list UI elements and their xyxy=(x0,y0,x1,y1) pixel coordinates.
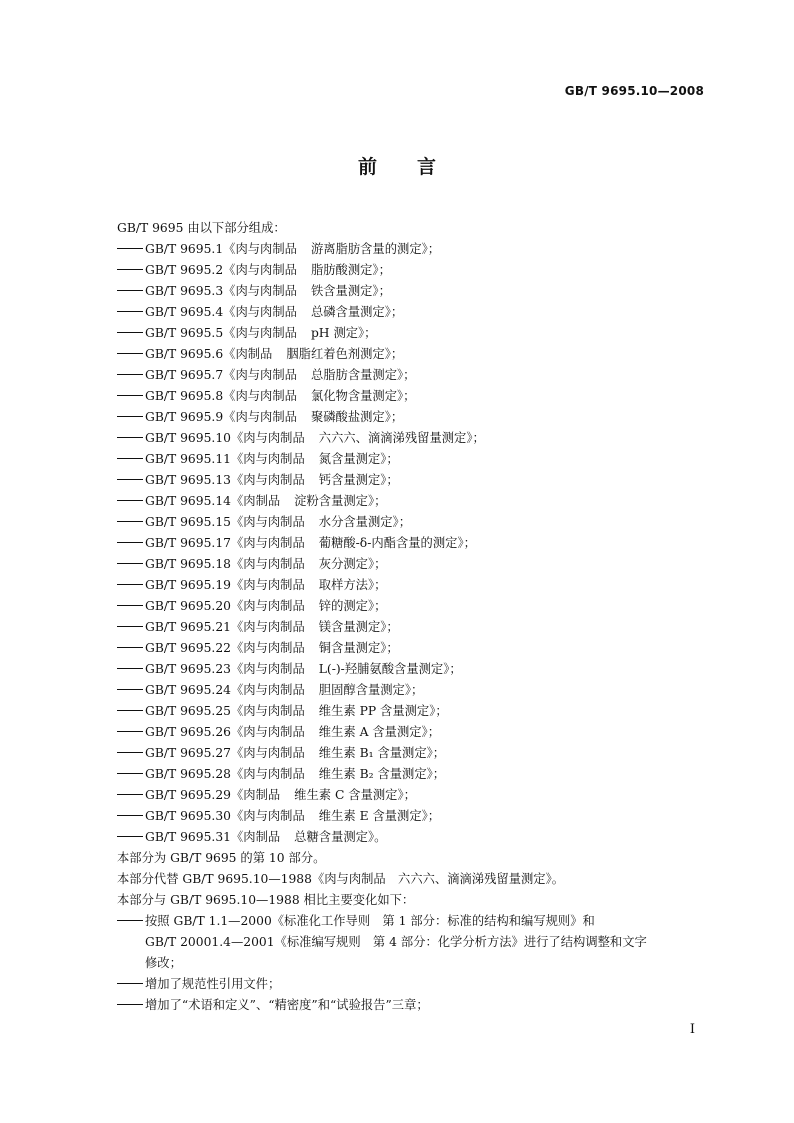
part-code: GB/T 9695.20 xyxy=(145,599,231,613)
part-product: 《肉与肉制品 xyxy=(223,326,297,340)
part-subject: 维生素 B₁ 含量测定》； xyxy=(318,746,446,760)
part-product: 《肉与肉制品 xyxy=(230,662,305,676)
part-item xyxy=(117,239,707,260)
part-subject: 六六六、滴滴涕残留量测定》； xyxy=(318,431,485,445)
change-line: GB/T 20001.4—2001《标准编写规则 第 4 部分：化学分析方法》进行了结构调整和文字 xyxy=(145,935,647,949)
part-code: GB/T 9695.31 xyxy=(145,830,231,844)
part-product: 《肉与肉制品 xyxy=(223,284,297,298)
part-product: 《肉制品 xyxy=(230,788,281,802)
part-subject: 维生素 A 含量测定》； xyxy=(318,725,440,739)
part-code: GB/T 9695.2 xyxy=(145,263,224,277)
part-item xyxy=(117,449,707,470)
part-item xyxy=(117,764,707,785)
dash-mark xyxy=(117,311,143,312)
part-product: 《肉与肉制品 xyxy=(230,578,305,592)
part-item xyxy=(117,281,707,302)
dash-mark xyxy=(117,521,143,522)
dash-mark xyxy=(117,395,143,396)
part-code: GB/T 9695.4 xyxy=(145,305,224,319)
part-item xyxy=(117,323,707,344)
dash-mark xyxy=(117,605,143,606)
part-product: 《肉与肉制品 xyxy=(230,620,305,634)
part-subject: 铜含量测定》； xyxy=(318,641,399,655)
dash-mark xyxy=(117,794,143,795)
part-code: GB/T 9695.1 xyxy=(145,242,224,256)
part-code: GB/T 9695.21 xyxy=(145,620,231,634)
dash-mark xyxy=(117,731,143,732)
part-subject: 镁含量测定》； xyxy=(318,620,399,634)
part-item xyxy=(117,827,707,848)
dash-mark xyxy=(117,290,143,291)
parts-list xyxy=(117,239,707,848)
part-item xyxy=(117,680,707,701)
dash-mark xyxy=(117,836,143,837)
part-code: GB/T 9695.22 xyxy=(145,641,231,655)
page-number: I xyxy=(689,1022,695,1037)
part-code: GB/T 9695.19 xyxy=(145,578,231,592)
part-product: 《肉与肉制品 xyxy=(223,263,297,277)
dash-mark xyxy=(117,353,143,354)
part-subject: 氮含量测定》； xyxy=(318,452,399,466)
part-product: 《肉与肉制品 xyxy=(223,305,297,319)
part-product: 《肉与肉制品 xyxy=(230,725,305,739)
part-item xyxy=(117,659,707,680)
dash-mark xyxy=(117,1004,143,1005)
part-code: GB/T 9695.9 xyxy=(145,410,224,424)
part-item xyxy=(117,617,707,638)
part-item xyxy=(117,386,707,407)
part-subject: 胭脂红着色剂测定》； xyxy=(286,347,404,361)
dash-mark xyxy=(117,563,143,564)
part-subject: 维生素 C 含量测定》； xyxy=(294,788,416,802)
part-subject: 总脂肪含量测定》； xyxy=(310,368,416,382)
part-item xyxy=(117,428,707,449)
dash-mark xyxy=(117,374,143,375)
part-product: 《肉与肉制品 xyxy=(230,809,305,823)
part-code: GB/T 9695.17 xyxy=(145,536,231,550)
part-item xyxy=(117,743,707,764)
dash-mark xyxy=(117,752,143,753)
part-code: GB/T 9695.15 xyxy=(145,515,231,529)
part-product: 《肉与肉制品 xyxy=(223,389,297,403)
dash-mark xyxy=(117,479,143,480)
part-code: GB/T 9695.3 xyxy=(145,284,224,298)
part-item xyxy=(117,806,707,827)
dash-mark xyxy=(117,458,143,459)
change-text: 增加了规范性引用文件； xyxy=(145,977,281,991)
part-product: 《肉与肉制品 xyxy=(230,431,305,445)
part-subject: 总糖含量测定》。 xyxy=(294,830,387,844)
part-item xyxy=(117,722,707,743)
part-code: GB/T 9695.29 xyxy=(145,788,231,802)
part-item xyxy=(117,470,707,491)
part-product: 《肉与肉制品 xyxy=(230,452,305,466)
part-code: GB/T 9695.30 xyxy=(145,809,231,823)
part-item xyxy=(117,575,707,596)
part-item xyxy=(117,302,707,323)
part-subject: 维生素 PP 含量测定》； xyxy=(318,704,448,718)
part-subject: 铁含量测定》； xyxy=(310,284,391,298)
part-subject: 锌的测定》； xyxy=(318,599,387,613)
change-item-chapters xyxy=(117,995,707,1016)
part-code: GB/T 9695.11 xyxy=(145,452,231,466)
part-subject: L(-)-羟脯氨酸含量测定》； xyxy=(318,662,462,676)
part-product: 《肉与肉制品 xyxy=(230,473,305,487)
part-item xyxy=(117,785,707,806)
part-product: 《肉与肉制品 xyxy=(230,704,305,718)
part-product: 《肉与肉制品 xyxy=(230,641,305,655)
change-text: 增加了“术语和定义”、“精密度”和“试验报告”三章； xyxy=(145,998,429,1012)
statement-changes-intro: 本部分与 GB/T 9695.10—1988 相比主要变化如下： xyxy=(117,893,415,907)
part-item xyxy=(117,701,707,722)
part-item xyxy=(117,512,707,533)
part-code: GB/T 9695.26 xyxy=(145,725,231,739)
dash-mark xyxy=(117,710,143,711)
part-subject: 聚磷酸盐测定》； xyxy=(310,410,404,424)
part-code: GB/T 9695.6 xyxy=(145,347,224,361)
change-line: 按照 GB/T 1.1—2000《标准化工作导则 第 1 部分：标准的结构和编写规则》和 xyxy=(145,914,595,928)
part-subject: 脂肪酸测定》； xyxy=(310,263,391,277)
part-item xyxy=(117,260,707,281)
part-product: 《肉与肉制品 xyxy=(230,767,305,781)
part-code: GB/T 9695.8 xyxy=(145,389,224,403)
standard-code: GB/T 9695.10—2008 xyxy=(564,84,704,98)
part-item xyxy=(117,365,707,386)
dash-mark xyxy=(117,689,143,690)
part-subject: pH 测定》； xyxy=(310,326,377,340)
part-subject: 总磷含量测定》； xyxy=(310,305,404,319)
dash-mark xyxy=(117,983,143,984)
part-code: GB/T 9695.23 xyxy=(145,662,231,676)
part-subject: 淀粉含量测定》； xyxy=(294,494,387,508)
dash-mark xyxy=(117,668,143,669)
part-subject: 取样方法》； xyxy=(318,578,387,592)
part-code: GB/T 9695.18 xyxy=(145,557,231,571)
dash-mark xyxy=(117,773,143,774)
part-product: 《肉与肉制品 xyxy=(223,368,297,382)
part-product: 《肉制品 xyxy=(230,830,281,844)
change-line: 修改； xyxy=(145,956,182,970)
dash-mark xyxy=(117,920,143,921)
page-title: 前言 xyxy=(357,156,476,178)
part-product: 《肉与肉制品 xyxy=(230,746,305,760)
part-code: GB/T 9695.25 xyxy=(145,704,231,718)
part-subject: 维生素 B₂ 含量测定》； xyxy=(318,767,446,781)
part-item xyxy=(117,533,707,554)
statement-part-number: 本部分为 GB/T 9695 的第 10 部分。 xyxy=(117,851,326,865)
part-item xyxy=(117,596,707,617)
dash-mark xyxy=(117,626,143,627)
part-product: 《肉与肉制品 xyxy=(230,683,305,697)
part-code: GB/T 9695.28 xyxy=(145,767,231,781)
part-product: 《肉与肉制品 xyxy=(223,410,297,424)
dash-mark xyxy=(117,584,143,585)
part-code: GB/T 9695.10 xyxy=(145,431,231,445)
statement-replaces: 本部分代替 GB/T 9695.10—1988《肉与肉制品 六六六、滴滴涕残留量测定》。 xyxy=(117,872,565,886)
dash-mark xyxy=(117,647,143,648)
dash-mark xyxy=(117,500,143,501)
part-product: 《肉与肉制品 xyxy=(230,557,305,571)
part-item xyxy=(117,407,707,428)
dash-mark xyxy=(117,815,143,816)
part-subject: 维生素 E 含量测定》； xyxy=(318,809,441,823)
part-item xyxy=(117,491,707,512)
part-subject: 游离脂肪含量的测定》； xyxy=(310,242,441,256)
part-code: GB/T 9695.13 xyxy=(145,473,231,487)
part-subject: 钙含量测定》； xyxy=(318,473,399,487)
change-item-structure xyxy=(117,911,707,974)
part-subject: 氯化物含量测定》； xyxy=(310,389,416,403)
part-item xyxy=(117,638,707,659)
part-product: 《肉与肉制品 xyxy=(230,515,305,529)
dash-mark xyxy=(117,248,143,249)
part-product: 《肉制品 xyxy=(230,494,281,508)
intro-line: GB/T 9695 由以下部分组成： xyxy=(117,221,286,235)
part-subject: 灰分测定》； xyxy=(318,557,387,571)
part-code: GB/T 9695.27 xyxy=(145,746,231,760)
part-item xyxy=(117,554,707,575)
body-text xyxy=(117,218,707,1016)
dash-mark xyxy=(117,332,143,333)
dash-mark xyxy=(117,542,143,543)
part-subject: 胆固醇含量测定》； xyxy=(318,683,424,697)
dash-mark xyxy=(117,437,143,438)
part-product: 《肉与肉制品 xyxy=(230,599,305,613)
part-product: 《肉与肉制品 xyxy=(223,242,297,256)
part-product: 《肉制品 xyxy=(223,347,273,361)
part-subject: 水分含量测定》； xyxy=(318,515,411,529)
part-code: GB/T 9695.24 xyxy=(145,683,231,697)
part-code: GB/T 9695.14 xyxy=(145,494,231,508)
dash-mark xyxy=(117,416,143,417)
dash-mark xyxy=(117,269,143,270)
change-item-references xyxy=(117,974,707,995)
part-code: GB/T 9695.5 xyxy=(145,326,224,340)
part-code: GB/T 9695.7 xyxy=(145,368,224,382)
part-item xyxy=(117,344,707,365)
part-subject: 葡糖酸-δ-内酯含量的测定》； xyxy=(318,536,476,550)
part-product: 《肉与肉制品 xyxy=(230,536,305,550)
